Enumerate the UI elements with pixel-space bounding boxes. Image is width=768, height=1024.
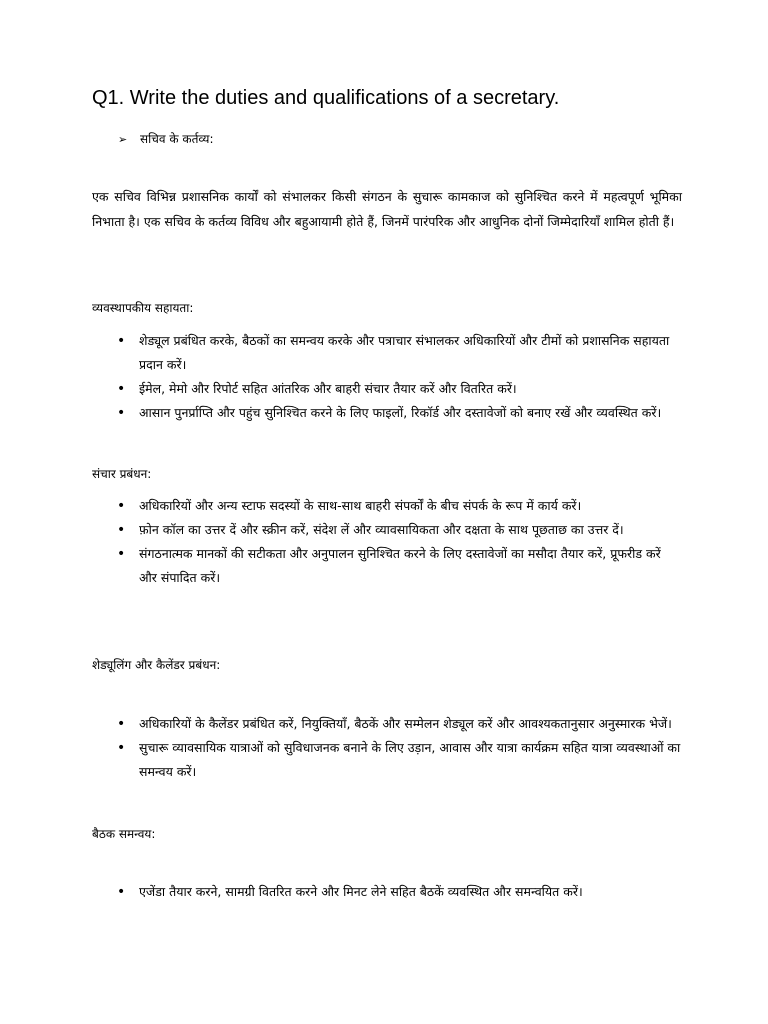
list-item xyxy=(92,377,682,401)
bullet-icon: • xyxy=(117,405,126,421)
list-item-text: संगठनात्मक मानकों की सटीकता और अनुपालन सुनिश्चित करने के लिए दस्तावेजों का मसौदा तैयार करें, प्रूफरीड करें और संपादित करें। xyxy=(139,546,661,585)
list-item xyxy=(92,401,682,425)
list-item xyxy=(92,880,682,904)
bullet-icon: • xyxy=(117,546,126,562)
arrow-item-label: सचिव के कर्तव्य: xyxy=(140,132,214,146)
list-item xyxy=(92,329,682,377)
list-item xyxy=(92,518,682,542)
section-heading: व्यवस्थापकीय सहायता: xyxy=(92,301,194,315)
list-item-text: शेड्यूल प्रबंधित करके, बैठकों का समन्वय करके और पत्राचार संभालकर अधिकारियों और टीमों को प्रशासनिक सहायता प्रदान करें। xyxy=(139,333,670,372)
bullet-icon: • xyxy=(117,740,126,756)
list-item-text: फ़ोन कॉल का उत्तर दें और स्क्रीन करें, संदेश लें और व्यावसायिकता और दक्षता के साथ पूछताछ का उत्तर दें। xyxy=(139,522,624,537)
bullet-icon: • xyxy=(117,333,126,349)
list-item xyxy=(92,712,682,736)
arrow-list-item xyxy=(118,130,214,147)
list-item xyxy=(92,542,682,590)
list-item-text: आसान पुनर्प्राप्ति और पहुंच सुनिश्चित करने के लिए फाइलों, रिकॉर्ड और दस्तावेजों को बनाए रखें और व्यवस्थित करें। xyxy=(139,405,662,420)
arrow-bullet-icon: ➢ xyxy=(118,133,128,146)
section-heading: शेड्यूलिंग और कैलेंडर प्रबंधन: xyxy=(92,658,221,672)
bullet-list xyxy=(92,329,682,425)
section-heading: संचार प्रबंधन: xyxy=(92,467,152,481)
list-item-text: अधिकारियों के कैलेंडर प्रबंधित करें, नियुक्तियाँ, बैठकें और सम्मेलन शेड्यूल करें और आवश्यकतानुसार अनुस्मारक भेजें। xyxy=(139,716,672,731)
list-item xyxy=(92,494,682,518)
intro-paragraph: एक सचिव विभिन्न प्रशासनिक कार्यों को संभालकर किसी संगठन के सुचारू कामकाज को सुनिश्चित करने में महत्वपूर्ण भूमिका निभाता है। एक सचिव के कर्तव्य विविध और बहुआयामी होते हैं, जिनमें पारंपरिक और आधुनिक दोनों जिम्मेदारियाँ शामिल होती हैं। xyxy=(92,189,682,229)
bullet-list xyxy=(92,880,682,904)
bullet-icon: • xyxy=(117,522,126,538)
list-item-text: एजेंडा तैयार करने, सामग्री वितरित करने और मिनट लेने सहित बैठकें व्यवस्थित और समन्वयित करें। xyxy=(139,884,583,899)
bullet-list xyxy=(92,712,682,784)
section-heading: बैठक समन्वय: xyxy=(92,827,156,841)
list-item xyxy=(92,736,682,784)
document-title: Q1. Write the duties and qualifications of a secretary. xyxy=(92,87,560,109)
list-item-text: ईमेल, मेमो और रिपोर्ट सहित आंतरिक और बाहरी संचार तैयार करें और वितरित करें। xyxy=(139,381,517,396)
bullet-icon: • xyxy=(117,381,126,397)
bullet-icon: • xyxy=(117,498,126,514)
list-item-text: सुचारू व्यावसायिक यात्राओं को सुविधाजनक बनाने के लिए उड़ान, आवास और यात्रा कार्यक्रम सहित यात्रा व्यवस्थाओं का समन्वय करें। xyxy=(139,740,681,779)
list-item-text: अधिकारियों और अन्य स्टाफ सदस्यों के साथ-साथ बाहरी संपर्कों के बीच संपर्क के रूप में कार्य करें। xyxy=(139,498,582,513)
bullet-list xyxy=(92,494,682,590)
bullet-icon: • xyxy=(117,884,126,900)
bullet-icon: • xyxy=(117,716,126,732)
